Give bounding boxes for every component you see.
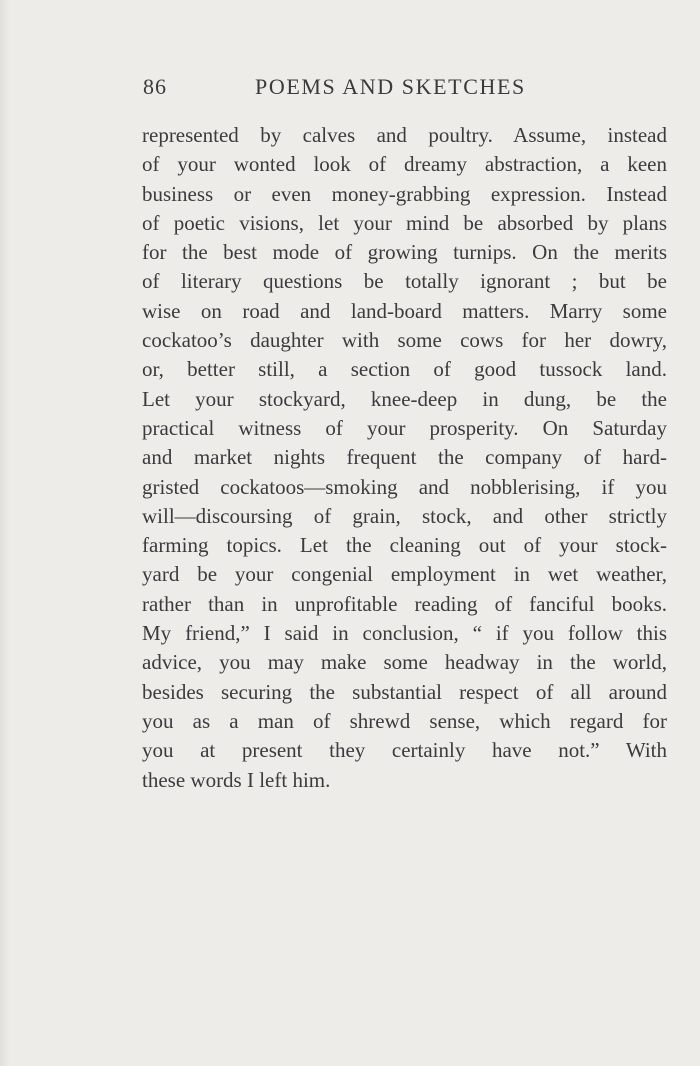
text-line: represented by calves and poultry. Assume, instead [142, 123, 667, 147]
running-head [143, 74, 568, 104]
text-line: and market nights frequent the company of hard- [142, 445, 667, 470]
text-line: yard be your congenial employment in wet weather, [142, 562, 667, 587]
text-line: for the best mode of growing turnips. On the merits [142, 240, 667, 265]
text-line: advice, you may make some headway in the world, [142, 650, 667, 675]
text-line: these words I left him. [142, 767, 331, 792]
text-line: cockatoo’s daughter with some cows for her dowry, [142, 328, 667, 353]
text-line: business or even money-grabbing expression. Instead [142, 181, 667, 206]
text-line: My friend,” I said in conclusion, “ if you follow this [142, 621, 667, 646]
text-line: wise on road and land-board matters. Marry some [142, 298, 667, 323]
text-line: rather than in unprofitable reading of fanciful books. [142, 591, 667, 616]
running-title: POEMS AND SKETCHES [255, 74, 526, 99]
text-line: practical witness of your prosperity. On Saturday [142, 415, 667, 440]
body-text [142, 121, 667, 795]
text-line: or, better still, a section of good tussock land. [142, 357, 667, 382]
text-line: of your wonted look of dreamy abstraction, a keen [142, 152, 667, 177]
text-line: of literary questions be totally ignorant ; but be [142, 269, 667, 294]
text-line: of poetic visions, let your mind be absorbed by plans [142, 210, 667, 235]
text-line: will—discoursing of grain, stock, and other strictly [142, 503, 667, 528]
text-line: farming topics. Let the cleaning out of your stock- [142, 533, 667, 558]
text-line: Let your stockyard, knee-deep in dung, be the [142, 386, 667, 411]
page-gutter-edge [0, 0, 3, 1066]
text-line: besides securing the substantial respect of all around [142, 679, 667, 704]
text-line: gristed cockatoos—smoking and nobblerising, if you [142, 474, 667, 499]
text-line: you at present they certainly have not.” With [142, 738, 667, 763]
text-line: you as a man of shrewd sense, which regard for [142, 708, 667, 733]
page-number: 86 [143, 74, 167, 99]
